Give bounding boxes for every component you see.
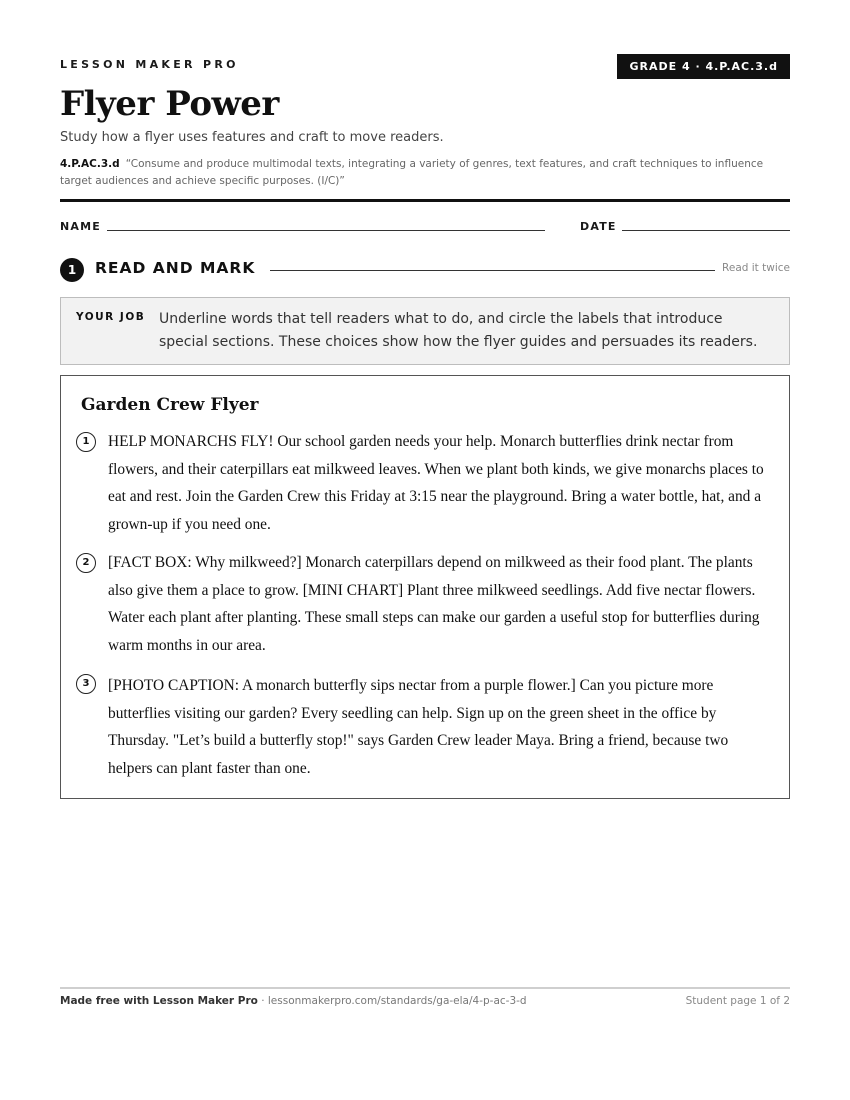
footer-divider: [60, 987, 790, 989]
footer-credit: [60, 995, 527, 1007]
your-job-box: [60, 297, 790, 365]
flyer-passage-box: [60, 375, 790, 799]
section-divider: [270, 270, 715, 271]
section-title: READ AND MARK: [95, 259, 256, 277]
footer-url[interactable]: · lessonmakerpro.com/standards/ga-ela/4-p-ac-3-d: [261, 995, 527, 1007]
paragraph-2: [FACT BOX: Why milkweed?] Monarch caterpillars depend on milkweed as their food plant. The plants also give them a place to grow. [MINI CHART] Plant three milkweed seedlings. Add five nectar flowers. Water each plant after planting. These small steps can make our garden a useful stop for butterflies during warm months in our area.: [108, 554, 760, 654]
your-job-label: YOUR JOB: [76, 311, 146, 323]
paragraph-number-1: 1: [76, 432, 96, 452]
your-job-instructions: Underline words that tell readers what to do, and circle the labels that introduce special sections. These choices show how the flyer guides and persuades its readers.: [159, 311, 758, 350]
section-number-badge: 1: [60, 258, 84, 282]
standard-description: [60, 156, 790, 190]
paragraph-number-3: 3: [76, 674, 96, 694]
date-label: DATE: [580, 220, 617, 233]
brand-name: LESSON MAKER PRO: [60, 58, 239, 71]
footer-page-number: Student page 1 of 2: [685, 995, 790, 1007]
standard-text: “Consume and produce multimodal texts, integrating a variety of genres, text features, and craft techniques to influence target audiences and achieve specific purposes. (I/C)”: [60, 158, 764, 187]
paragraph-number-2: 2: [76, 553, 96, 573]
section-note: Read it twice: [722, 262, 790, 274]
flyer-title: Garden Crew Flyer: [81, 395, 259, 415]
name-label: NAME: [60, 220, 101, 233]
name-field[interactable]: [107, 230, 545, 231]
page-subtitle: Study how a flyer uses features and craft to move readers.: [60, 130, 444, 145]
date-field[interactable]: [622, 230, 790, 231]
footer-made-with: Made free with Lesson Maker Pro: [60, 995, 258, 1007]
page-title: Flyer Power: [60, 84, 279, 124]
worksheet-page: [60, 0, 790, 1100]
paragraph-3: [PHOTO CAPTION: A monarch butterfly sips nectar from a purple flower.] Can you picture more butterflies visiting our garden? Every seedling can help. Sign up on the green sheet in the office by Thursday. "Let’s build a butterfly stop!" says Garden Crew leader Maya. Bring a friend, because two helpers can plant faster than one.: [108, 677, 729, 777]
standard-code: 4.P.AC.3.d: [60, 158, 120, 170]
paragraph-1: HELP MONARCHS FLY! Our school garden needs your help. Monarch butterflies drink nectar from flowers, and their caterpillars eat milkweed leaves. When we plant both kinds, we give monarchs places to eat and rest. Join the Garden Crew this Friday at 3:15 near the playground. Bring a water bottle, hat, and a grown-up if you need one.: [108, 433, 764, 533]
grade-badge: GRADE 4 · 4.P.AC.3.d: [617, 54, 790, 79]
header-divider: [60, 199, 790, 202]
